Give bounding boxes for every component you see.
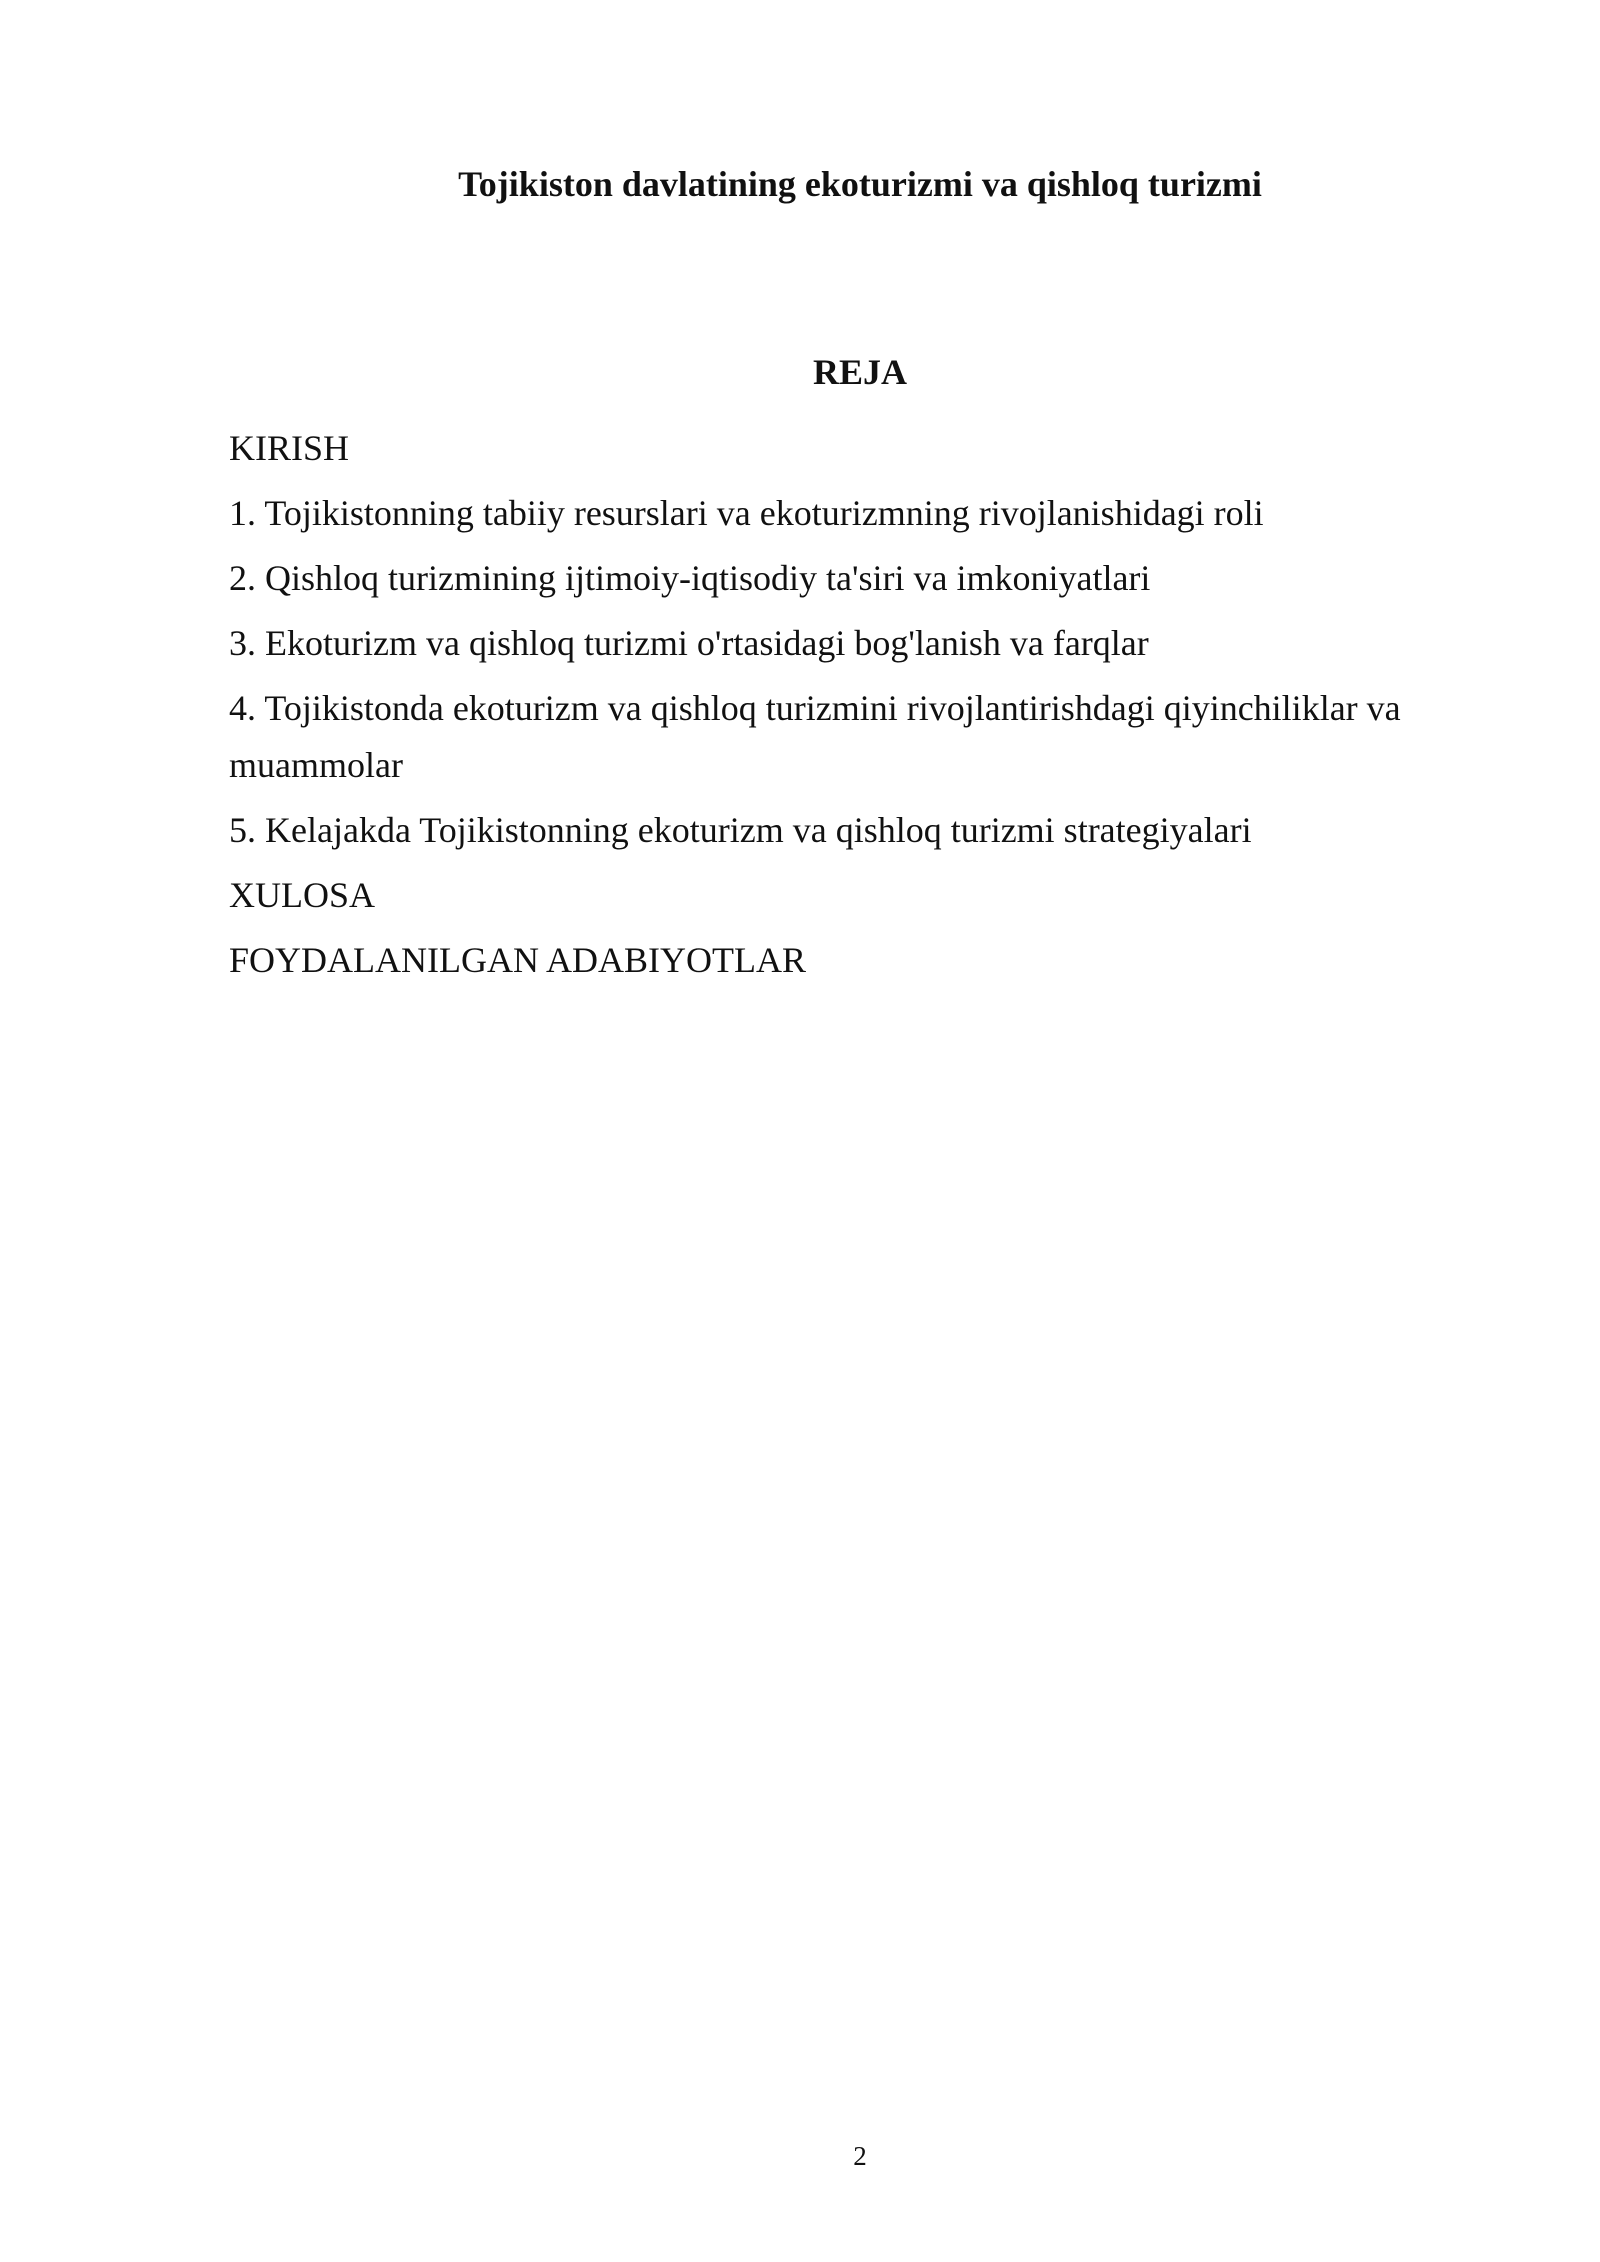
- plan-list: [229, 420, 1479, 997]
- plan-item-5: 5. Kelajakda Tojikistonning ekoturizm va qishloq turizmi strategiyalari: [229, 810, 1252, 850]
- plan-item-1: 1. Tojikistonning tabiiy resurslari va ekoturizmning rivojlanishidagi roli: [229, 493, 1264, 533]
- plan-item-3: 3. Ekoturizm va qishloq turizmi o'rtasidagi bog'lanish va farqlar: [229, 623, 1149, 663]
- plan-heading: REJA: [812, 352, 907, 392]
- plan-item-4: 4. Tojikistonda ekoturizm va qishloq turizmini rivojlantirishdagi qiyinchiliklar va muammolar: [229, 688, 1401, 785]
- plan-item-references: FOYDALANILGAN ADABIYOTLAR: [229, 940, 806, 980]
- document-title: Tojikiston davlatining ekoturizmi va qishloq turizmi: [458, 164, 1262, 204]
- page-number: 2: [853, 2141, 867, 2171]
- plan-item-2: 2. Qishloq turizmining ijtimoiy-iqtisodiy ta'siri va imkoniyatlari: [229, 558, 1151, 598]
- plan-item-conclusion: XULOSA: [229, 875, 376, 915]
- plan-item-introduction: KIRISH: [229, 428, 350, 468]
